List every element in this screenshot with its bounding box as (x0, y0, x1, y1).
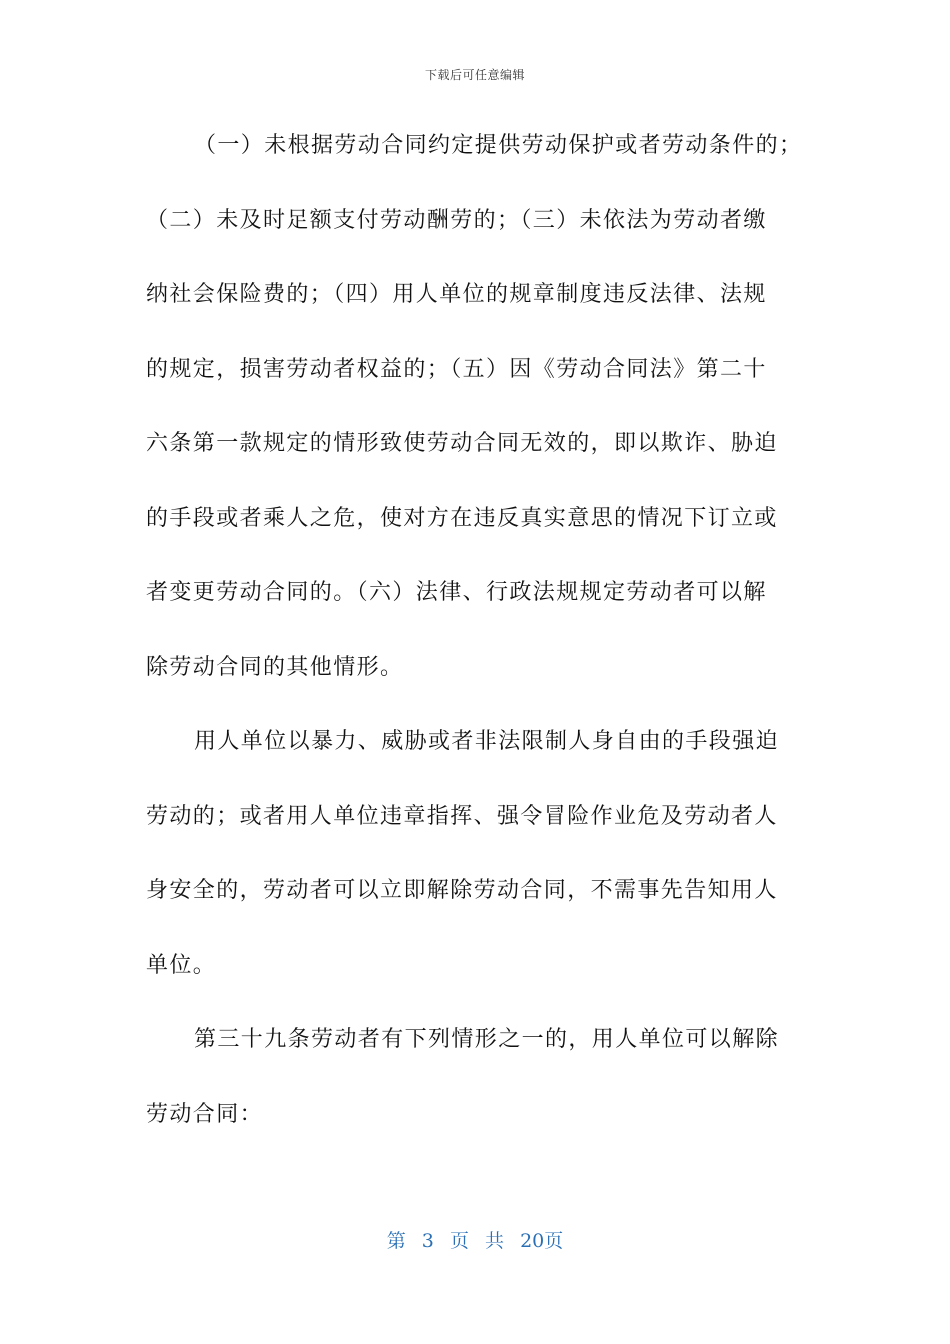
body-line: 的手段或者乘人之危，使对方在违反真实意思的情况下订立或 (146, 505, 778, 531)
body-line: 劳动的；或者用人单位违章指挥、强令冒险作业危及劳动者人 (146, 803, 778, 829)
footer-ye: 页 (449, 1230, 469, 1252)
body-line: 的规定，损害劳动者权益的；（五）因《劳动合同法》第二十 (146, 356, 767, 382)
footer-gong: 共 (485, 1230, 505, 1252)
document-body (146, 124, 806, 1167)
total-pages: 20页 (520, 1230, 564, 1252)
footer-di: 第 (386, 1230, 406, 1252)
body-line: 者变更劳动合同的。（六）法律、行政法规规定劳动者可以解 (146, 580, 767, 605)
body-line: （二）未及时足额支付劳动酬劳的；（三）未依法为劳动者缴 (146, 207, 767, 233)
body-line: 劳动合同： (146, 1101, 264, 1127)
body-line: 身安全的，劳动者可以立即解除劳动合同，不需事先告知用人 (146, 878, 778, 903)
page-footer (0, 1226, 950, 1253)
body-line: 除劳动合同的其他情形。 (146, 654, 404, 680)
body-line: 用人单位以暴力、威胁或者非法限制人身自由的手段强迫 (194, 729, 780, 754)
page-number: 3 (421, 1230, 434, 1252)
body-line: 六条第一款规定的情形致使劳动合同无效的，即以欺诈、胁迫 (146, 431, 778, 456)
body-line: （一）未根据劳动合同约定提供劳动保护或者劳动条件的； (194, 133, 803, 158)
page-header: 下载后可任意编辑 (424, 68, 525, 82)
body-line: 单位。 (146, 952, 217, 978)
body-line: 纳社会保险费的；（四）用人单位的规章制度违反法律、法规 (146, 282, 767, 307)
body-line: 第三十九条劳动者有下列情形之一的，用人单位可以解除 (194, 1027, 780, 1052)
